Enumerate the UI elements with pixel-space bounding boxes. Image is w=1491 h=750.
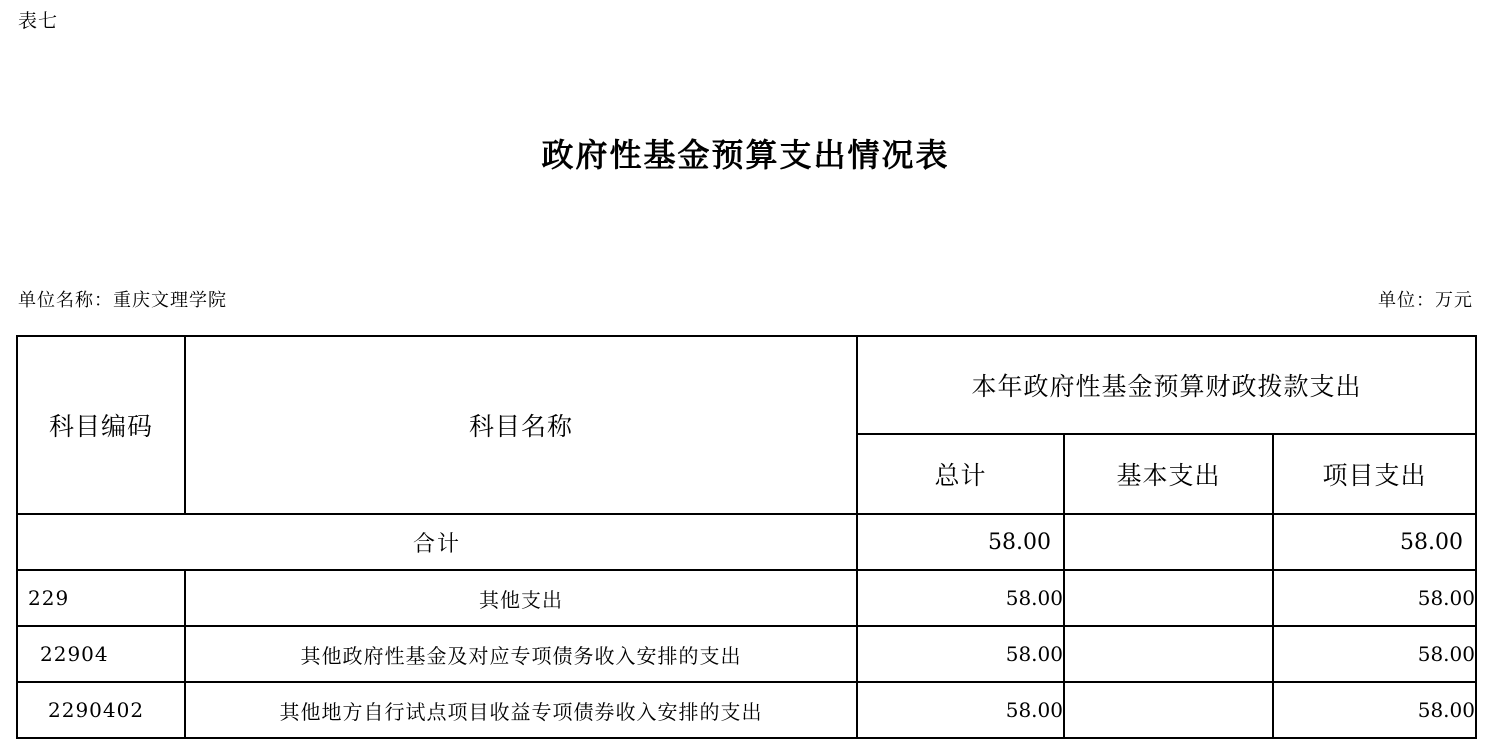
table-row [17, 570, 1476, 626]
page-title: 政府性基金预算支出情况表 [541, 136, 950, 174]
header-subject-code: 科目编码 [17, 336, 185, 514]
row-total: 58.00 [857, 626, 1064, 682]
row-project: 58.00 [1273, 682, 1476, 738]
table-label: 表七 [18, 10, 59, 32]
row-project: 58.00 [1273, 570, 1476, 626]
row-code: 229 [17, 570, 185, 626]
table-row-total [17, 514, 1476, 570]
row-name: 其他政府性基金及对应专项债务收入安排的支出 [185, 626, 857, 682]
total-row-basic [1064, 514, 1273, 570]
budget-table [16, 335, 1477, 739]
header-project-expenditure: 项目支出 [1273, 434, 1476, 514]
row-name: 其他支出 [185, 570, 857, 626]
unit-name-label: 单位名称：重庆文理学院 [18, 290, 227, 311]
total-row-total: 58.00 [857, 514, 1064, 570]
header-basic-expenditure: 基本支出 [1064, 434, 1273, 514]
meta-row [18, 286, 1473, 312]
row-name: 其他地方自行试点项目收益专项债券收入安排的支出 [185, 682, 857, 738]
row-basic [1064, 570, 1273, 626]
row-basic [1064, 626, 1273, 682]
unit-measure-label: 单位：万元 [1378, 290, 1473, 311]
row-basic [1064, 682, 1273, 738]
table-row [17, 626, 1476, 682]
row-total: 58.00 [857, 570, 1064, 626]
header-expenditure-group: 本年政府性基金预算财政拨款支出 [857, 336, 1476, 434]
table-row [17, 682, 1476, 738]
total-row-label: 合计 [17, 514, 857, 570]
table-body [17, 514, 1476, 738]
row-project: 58.00 [1273, 626, 1476, 682]
table-header [17, 336, 1476, 514]
header-total: 总计 [857, 434, 1064, 514]
row-code: 22904 [17, 626, 185, 682]
total-row-project: 58.00 [1273, 514, 1476, 570]
row-total: 58.00 [857, 682, 1064, 738]
header-subject-name: 科目名称 [185, 336, 857, 514]
row-code: 2290402 [17, 682, 185, 738]
table-header-row-1 [17, 336, 1476, 434]
